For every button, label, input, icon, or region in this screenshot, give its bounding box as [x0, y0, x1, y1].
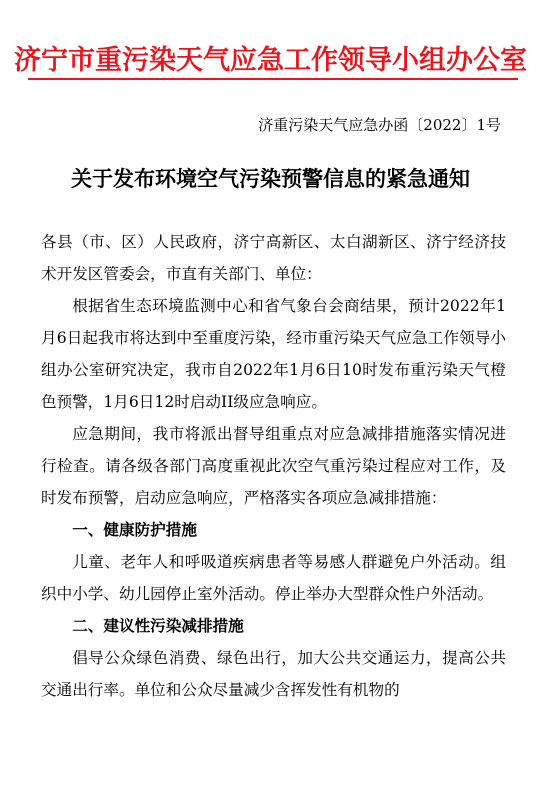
body-paragraph-2: 应急期间，我市将派出督导组重点对应急减排措施落实情况进行检查。请各级各部门高度重视此次空气重污染过程应对工作，及时发布预警，启动应急响应，严格落实各项应急减排措施： — [41, 425, 506, 507]
section-text-1: 儿童、老年人和呼吸道疾病患者等易感人群避免户外活动。组织中小学、幼儿园停止室外活动。停止举办大型群众性户外活动。 — [41, 553, 506, 603]
addressee-paragraph: 各县（市、区）人民政府，济宁高新区、太白湖新区、济宁经济技术开发区管委会，市直有关部门、单位： — [41, 233, 506, 283]
document-number: 济重污染天气应急办函〔2022〕1号 — [258, 116, 501, 134]
document-body — [41, 226, 506, 706]
section-text-2: 倡导公众绿色消费、绿色出行，加大公共交通运力，提高公共交通出行率。单位和公众尽量减少含挥发性有机物的 — [41, 649, 506, 699]
notice-title: 关于发布环境空气污染预警信息的紧急通知 — [71, 166, 470, 191]
body-paragraph-1: 根据省生态环境监测中心和省气象台会商结果，预计2022年1月6日起我市将达到中至重度污染，经市重污染天气应急工作领导小组办公室研究决定，我市自2022年1月6日10时发布重污染天气橙色预警，1月6日12时启动II级应急响应。 — [41, 297, 506, 411]
org-header-title: 济宁市重污染天气应急工作领导小组办公室 — [14, 45, 527, 76]
section-heading-1: 一、健康防护措施 — [72, 520, 197, 539]
header-red-rule — [28, 78, 518, 80]
section-heading-2: 二、建议性污染减排措施 — [72, 616, 244, 635]
